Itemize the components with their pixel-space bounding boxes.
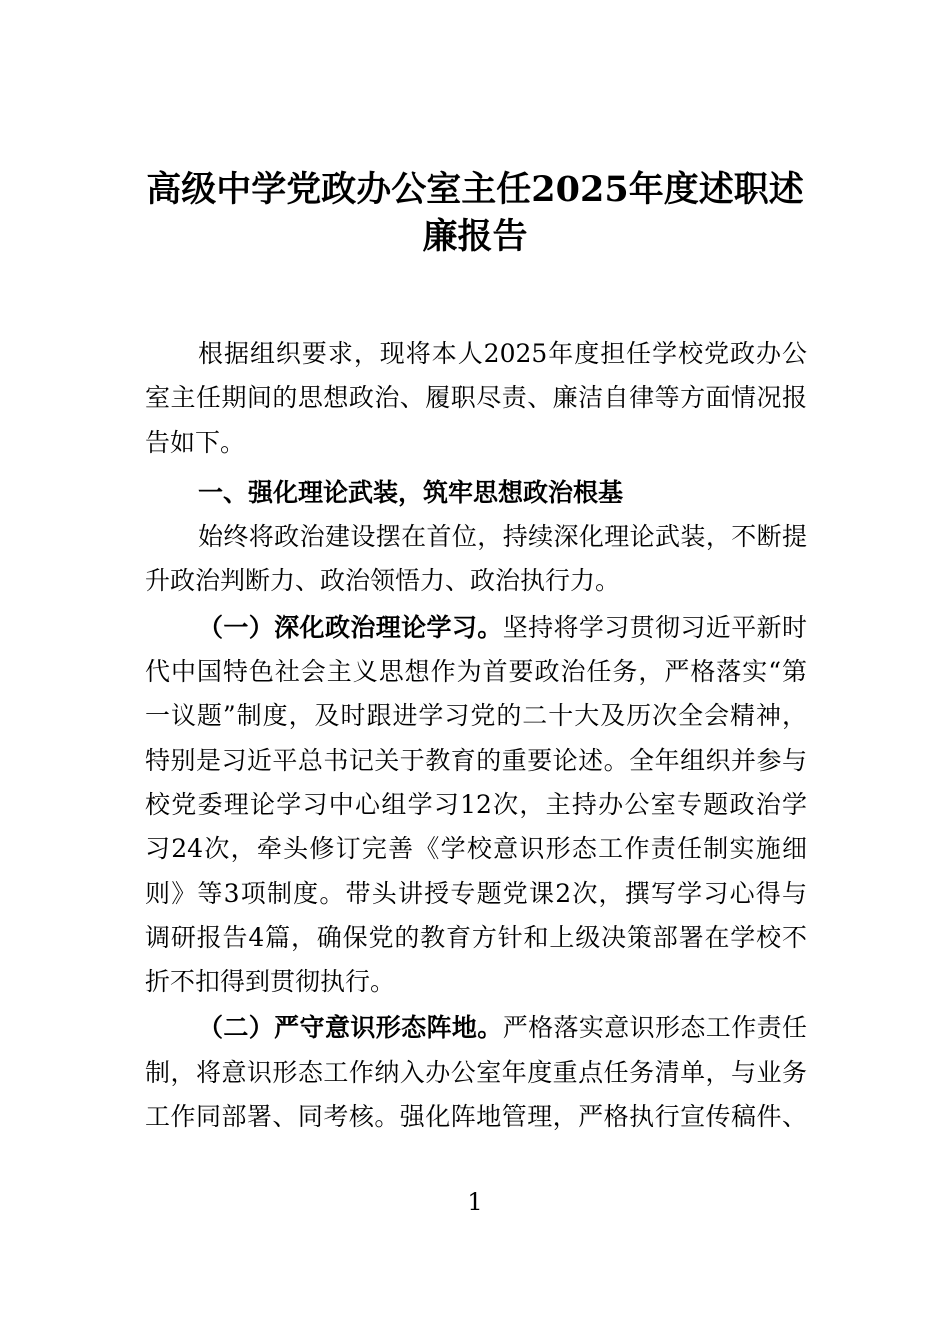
text-line: 一议题”制度，及时跟进学习党的二十大及历次全会精神， xyxy=(145,701,807,731)
text-line: 告如下。 xyxy=(145,427,246,457)
text-line: 则》等3项制度。带头讲授专题党课2次，撰写学习心得与 xyxy=(145,878,807,908)
title-line: 高级中学党政办公室主任2025年度述职述 xyxy=(146,169,804,210)
document-body xyxy=(145,332,807,1139)
text-line: 调研报告4篇，确保党的教育方针和上级决策部署在学校不 xyxy=(145,922,807,952)
page-number: 1 xyxy=(467,1188,483,1216)
text-line: 工作同部署、同考核。强化阵地管理，严格执行宣传稿件、 xyxy=(145,1102,807,1132)
intro-paragraph xyxy=(145,332,807,465)
text-line: 校党委理论学习中心组学习12次，主持办公室专题政治学 xyxy=(145,789,807,819)
section-summary-paragraph xyxy=(145,515,807,604)
item-text: 严格落实意识形态工作责任 xyxy=(502,1013,807,1043)
item-text: 坚持将学习贯彻习近平新时 xyxy=(502,612,807,642)
text-line: 特别是习近平总书记关于教育的重要论述。全年组织并参与 xyxy=(145,745,807,775)
text-line: 习24次，牵头修订完善《学校意识形态工作责任制实施细 xyxy=(145,834,807,864)
text-line: 始终将政治建设摆在首位，持续深化理论武装，不断提 xyxy=(198,522,807,552)
text-line: 升政治判断力、政治领悟力、政治执行力。 xyxy=(145,566,621,596)
document-title xyxy=(120,166,830,260)
text-line xyxy=(145,1006,807,1050)
item-lead: （二）严守意识形态阵地。 xyxy=(198,1013,503,1043)
title-line: 廉报告 xyxy=(422,216,528,257)
text-line: 根据组织要求，现将本人2025年度担任学校党政办公 xyxy=(198,339,807,368)
text-line: 代中国特色社会主义思想作为首要政治任务，严格落实“第 xyxy=(145,657,807,687)
text-line: 制，将意识形态工作纳入办公室年度重点任务清单，与业务 xyxy=(145,1057,807,1087)
item-lead: （一）深化政治理论学习。 xyxy=(198,612,503,642)
text-line: 室主任期间的思想政治、履职尽责、廉洁自律等方面情况报 xyxy=(145,383,807,413)
item-paragraph-1 xyxy=(145,606,807,1005)
section-heading: 一、强化理论武装，筑牢思想政治根基 xyxy=(198,477,624,507)
item-paragraph-2 xyxy=(145,1006,807,1139)
text-line: 折不扣得到贯彻执行。 xyxy=(145,967,396,997)
text-line xyxy=(145,606,807,650)
